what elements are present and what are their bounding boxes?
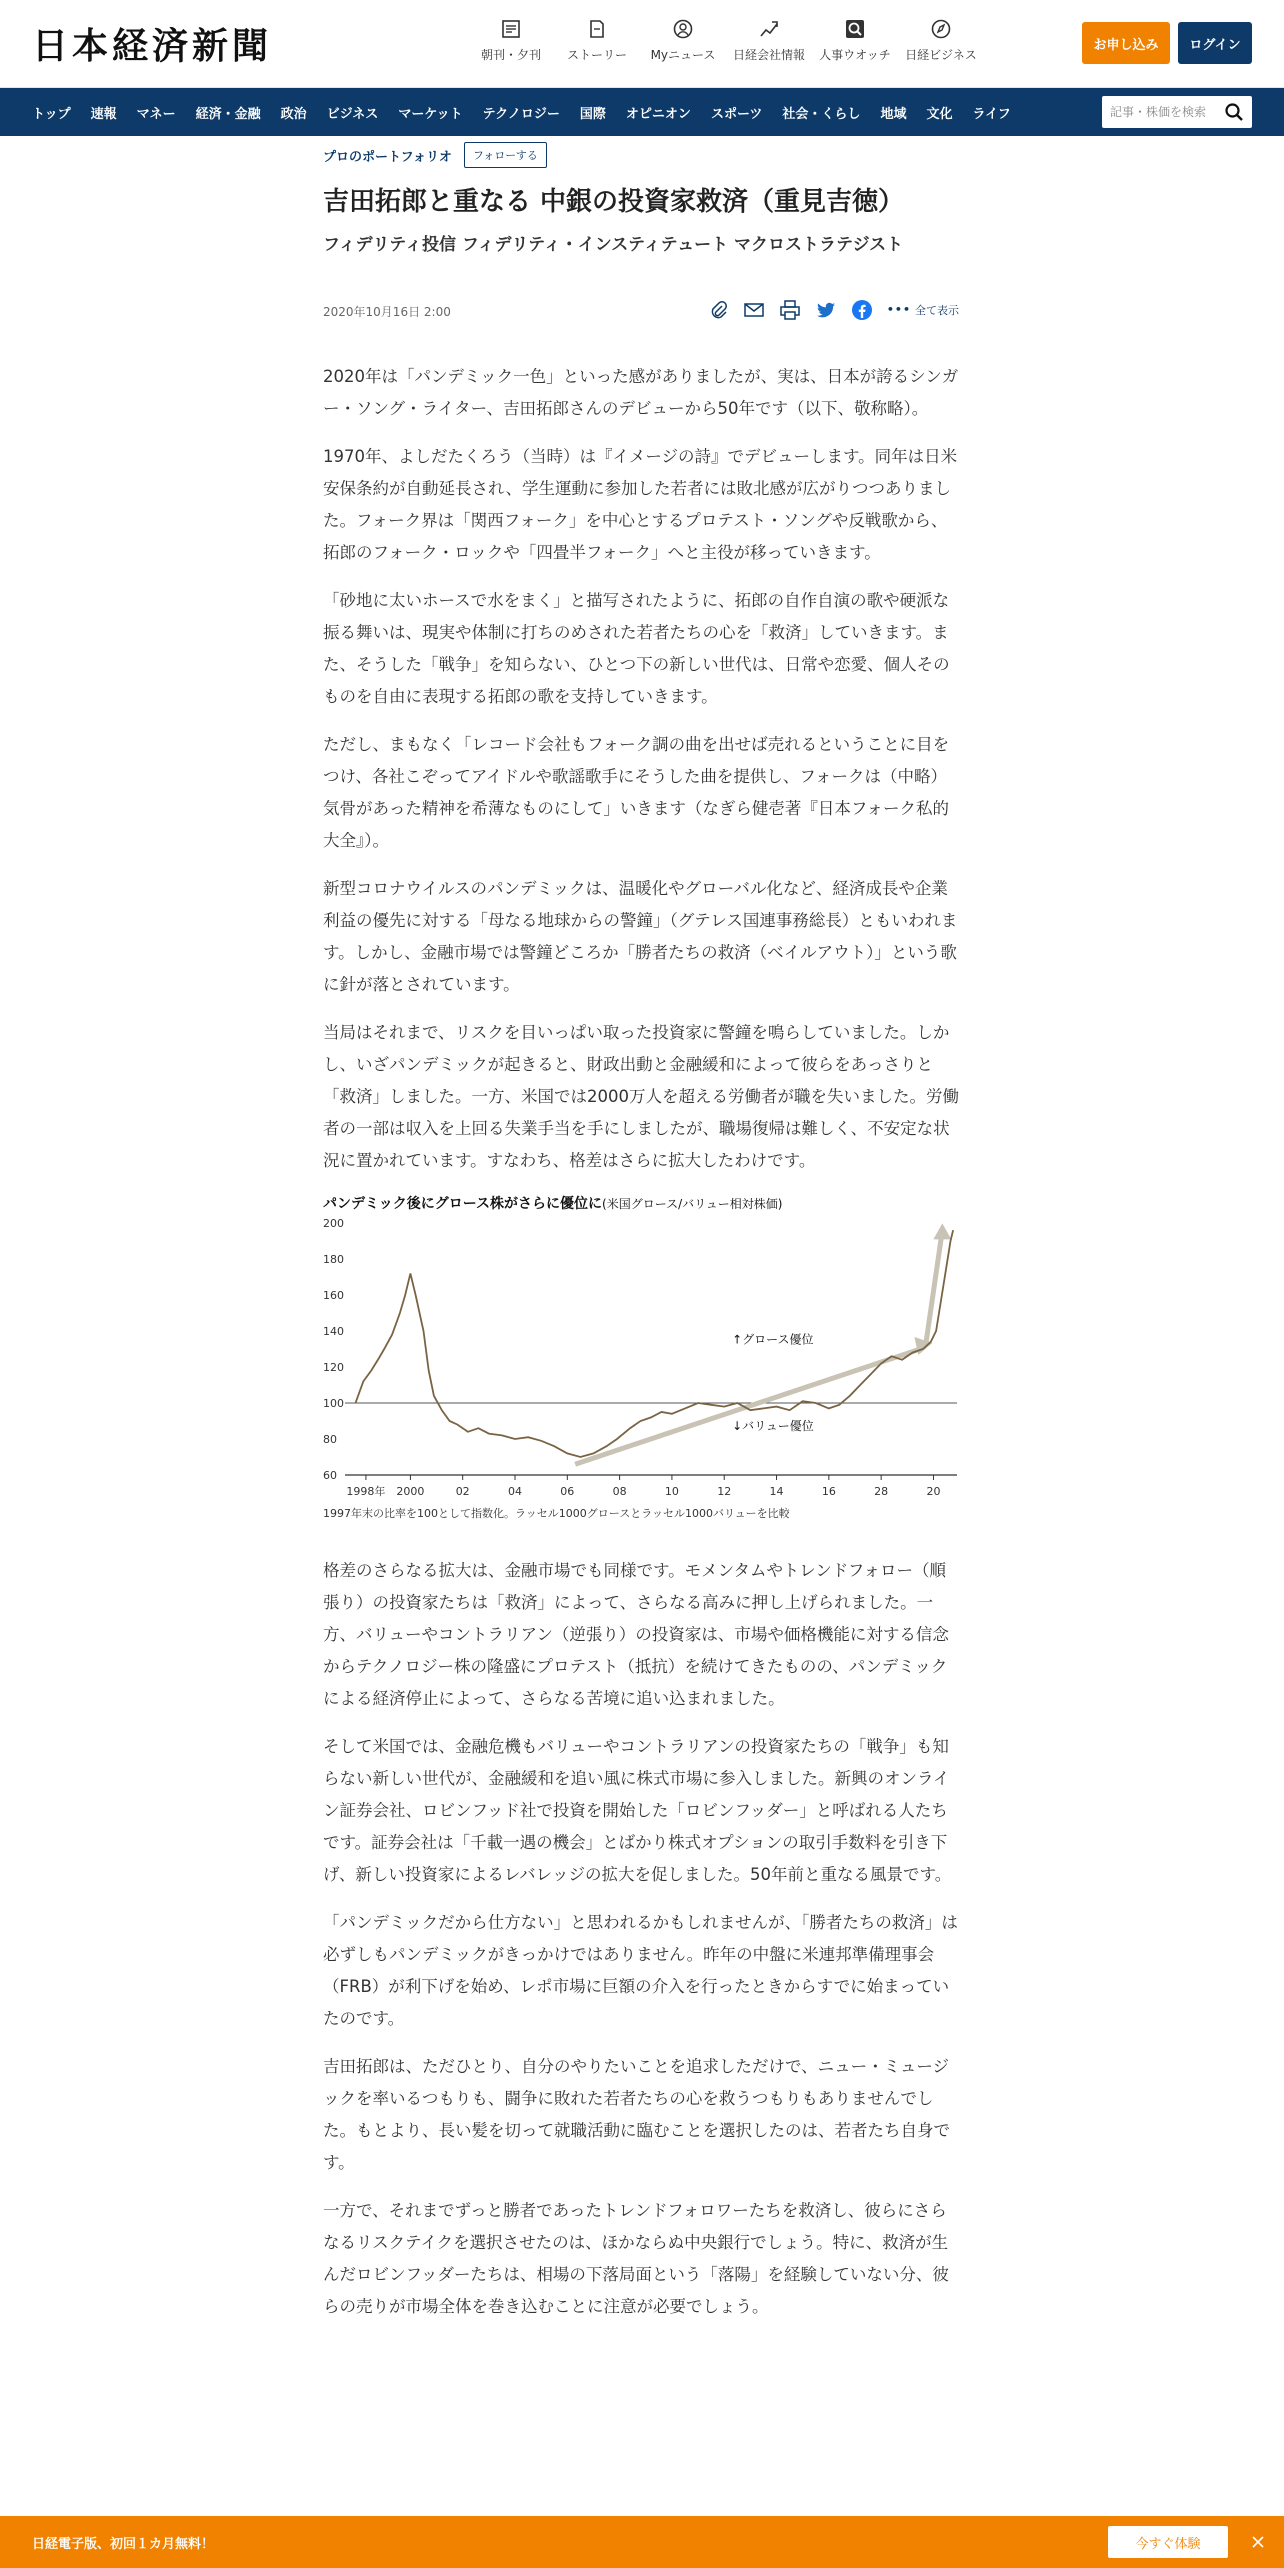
chart-note: 1997年末の比率を100として指数化。ラッセル1000グロースとラッセル1000バリューを比較 — [323, 1506, 790, 1520]
util-link-business[interactable] — [898, 18, 984, 63]
article-paragraph: 格差のさらなる拡大は、金融市場でも同様です。モメンタムやトレンドフォロー（順張り）の投資家たちは「救済」によって、さらなる高みに押し上げられました。一方、バリューやコントラリアン（逆張り）の投資家は、市場や価格機能に対する信念からテクノロジー株の隆盛にプロテスト（抵抗）を続けてきたものの、パンデミックによる経済停止によって、さらなる苦境に追い込まれました。 — [323, 1560, 949, 1708]
nav-item-region[interactable]: 地域 — [880, 106, 907, 122]
main-nav — [0, 88, 1284, 136]
x-tick-label: 08 — [612, 1484, 627, 1498]
article-paragraph: 吉田拓郎は、ただひとり、自分のやりたいことを追求しただけで、ニュー・ミュージックを率いるつもりも、闘争に敗れた若者たちの心を救うつもりもありませんでした。もとより、長い髪を切って就職活動に臨むことを選択したのは、若者たち自身です。 — [323, 2056, 950, 2172]
chart-title: パンデミック後にグロース株がさらに優位に — [323, 1195, 603, 1212]
show-all-share[interactable] — [887, 302, 959, 318]
y-tick-label: 160 — [323, 1288, 344, 1302]
x-tick-label: 14 — [769, 1484, 784, 1498]
article-paragraph: ただし、まもなく「レコード会社もフォーク調の曲を出せば売れるということに目をつけ、各社こぞってアイドルや歌謡歌手にそうした曲を提供し、フォークは（中略）気骨があった精神を希薄なものにして」いきます（なぎら健壱著『日本フォーク私的大全』）。 — [323, 734, 950, 850]
article-paragraph: 「パンデミックだから仕方ない」と思われるかもしれませんが、「勝者たちの救済」は必ずしもパンデミックがきっかけではありません。昨年の中盤に米連邦準備理事会（FRB）が利下げを始め、レポ市場に巨額の介入を行ったときからすでに始まっていたのです。 — [323, 1912, 958, 2028]
banner-text: 日経電子版、初回１カ月無料！ — [32, 2536, 215, 2552]
x-tick-label: 28 — [874, 1484, 889, 1498]
nav-item-sports[interactable]: スポーツ — [710, 106, 763, 122]
nav-item-technology[interactable]: テクノロジー — [482, 106, 560, 122]
nav-item-opinion[interactable]: オピニオン — [625, 106, 691, 122]
nav-item-economy[interactable]: 経済・金融 — [195, 106, 261, 122]
article-paragraph: 当局はそれまで、リスクを目いっぱい取った投資家に警鐘を鳴らしていました。しかし、いざパンデミックが起きると、財政出動と金融緩和によって彼らをあっさりと「救済」しました。一方、米国では2000万人を超える労働者が職を失いました。労働者の一部は収入を上回る失業手当を手にしましたが、職場復帰は難しく、不安定な状況に置かれています。すなわち、格差はさらに拡大したわけです。 — [323, 1022, 959, 1170]
x-tick-label: 06 — [560, 1484, 575, 1498]
compass-icon — [930, 18, 952, 40]
utility-links — [468, 18, 984, 63]
article — [323, 136, 959, 2339]
try-now-button[interactable]: 今すぐ体験 — [1108, 2526, 1228, 2558]
util-link-label: ストーリー — [566, 48, 627, 62]
author-affiliation: フィデリティ投信 フィデリティ・インスティテュート マクロストラテジスト — [323, 234, 904, 255]
story-icon — [586, 18, 608, 40]
util-link-label: Myニュース — [650, 48, 716, 62]
nav-item-politics[interactable]: 政治 — [280, 106, 307, 122]
facebook-icon[interactable] — [851, 299, 873, 321]
user-icon — [672, 18, 694, 40]
publish-date: 2020年10月16日 2:00 — [323, 305, 451, 320]
nav-item-business[interactable]: ビジネス — [326, 106, 379, 122]
surge-arrow-shaft — [926, 1237, 942, 1345]
nav-item-culture[interactable]: 文化 — [926, 106, 953, 122]
y-tick-label: 120 — [323, 1360, 344, 1374]
util-link-paper[interactable] — [468, 18, 554, 63]
series-name[interactable]: プロのポートフォリオ — [323, 149, 452, 165]
chart-icon — [758, 18, 780, 40]
nav-search-box — [1102, 96, 1252, 128]
util-link-company[interactable] — [726, 18, 812, 63]
article-body — [323, 361, 959, 2323]
x-tick-label: 20 — [926, 1484, 941, 1498]
series-row — [323, 136, 959, 174]
twitter-icon[interactable] — [815, 299, 837, 321]
clip-icon[interactable] — [707, 299, 729, 321]
show-all-label: 全て表示 — [915, 303, 959, 317]
x-tick-label: 02 — [455, 1484, 470, 1498]
article-paragraph: 2020年は「パンデミック一色」といった感がありましたが、実は、日本が誇るシンガー・ソング・ライター、吉田拓郎さんのデビューから50年です（以下、敬称略）。 — [323, 366, 959, 418]
nav-item-society[interactable]: 社会・くらし — [782, 106, 861, 122]
search-icon — [844, 18, 866, 40]
y-tick-label: 200 — [323, 1216, 344, 1230]
nav-item-breaking[interactable]: 速報 — [90, 106, 117, 122]
article-paragraph: 1970年、よしだたくろう（当時）は『イメージの詩』でデビューします。同年は日米安保条約が自動延長され、学生運動に参加した若者には敗北感が広がりつつありました。フォーク界は「関西フォーク」を中心とするプロテスト・ソングや反戦歌から、拓郎のフォーク・ロックや「四畳半フォーク」へと主役が移っていきます。 — [323, 446, 958, 562]
util-link-mynews[interactable] — [640, 18, 726, 63]
util-link-label: 日経会社情報 — [732, 48, 805, 62]
more-icon: ••• — [886, 303, 911, 317]
surge-arrow-head — [933, 1223, 951, 1239]
subscribe-button[interactable]: お申し込み — [1082, 22, 1170, 64]
chart-subtitle: (米国グロース/バリュー相対株価) — [602, 1196, 783, 1211]
util-link-jinji[interactable] — [812, 18, 898, 63]
newspaper-icon — [500, 18, 522, 40]
search-input[interactable] — [1110, 105, 1220, 119]
share-toolbar — [707, 299, 959, 321]
y-tick-label: 60 — [323, 1468, 337, 1482]
y-tick-label: 80 — [323, 1432, 337, 1446]
y-tick-label: 100 — [323, 1396, 344, 1410]
chart-figure — [323, 1193, 959, 1521]
growth-value-ratio-line — [356, 1230, 954, 1457]
x-tick-label: 2000 — [396, 1484, 425, 1498]
login-button[interactable]: ログイン — [1178, 22, 1252, 64]
x-tick-label: 16 — [821, 1484, 836, 1498]
nav-item-money[interactable]: マネー — [136, 106, 176, 122]
article-paragraph: 「砂地に太いホースで水をまく」と描写されたように、拓郎の自作自演の歌や硬派な振る舞いは、現実や体制に打ちのめされた若者たちの心を「救済」していきます。また、そうした「戦争」を知らない、ひとつ下の新しい世代は、日常や恋愛、個人そのものを自由に表現する拓郎の歌を支持していきます。 — [323, 590, 950, 706]
util-link-story[interactable] — [554, 18, 640, 63]
nav-item-life[interactable]: ライフ — [972, 106, 1011, 122]
chart-title-row — [323, 1193, 959, 1213]
search-icon[interactable] — [1224, 102, 1244, 122]
site-logo[interactable]: 日本経済新聞 — [32, 25, 273, 67]
mail-icon[interactable] — [743, 299, 765, 321]
article-paragraph: そして米国では、金融危機もバリューやコントラリアンの投資家たちの「戦争」も知らない新しい世代が、金融緩和を追い風に株式市場に参入しました。新興のオンライン証券会社、ロビンフッド社で投資を開始した「ロビンフッダー」と呼ばれる人たちです。証券会社は「千載一遇の機会」とばかり株式オプションの取引手数料を引き下げ、新しい投資家によるレバレッジの拡大を促しました。50年前と重なる風景です。 — [323, 1736, 952, 1884]
meta-row — [323, 297, 959, 327]
x-tick-label: 04 — [508, 1484, 522, 1498]
relative-price-chart — [323, 1213, 959, 1503]
x-tick-label: 1998年 — [346, 1484, 386, 1498]
nav-item-top[interactable]: トップ — [32, 106, 71, 122]
article-paragraph: 新型コロナウイルスのパンデミックは、温暖化やグローバル化など、経済成長や企業利益の優先に対する「母なる地球からの警鐘」（グテレス国連事務総長）ともいわれます。しかし、金融市場では警鐘どころか「勝者たちの救済（ベイルアウト）」という歌に針が落とされています。 — [323, 878, 958, 994]
util-link-label: 日経ビジネス — [905, 48, 977, 62]
top-header — [0, 0, 1284, 88]
y-tick-label: 180 — [323, 1252, 344, 1266]
nav-item-market[interactable]: マーケット — [398, 106, 463, 122]
util-link-label: 朝刊・夕刊 — [480, 48, 541, 62]
follow-button[interactable]: フォローする — [464, 142, 547, 168]
x-tick-label: 12 — [717, 1484, 732, 1498]
annotation-growth: ↑グロース優位 — [732, 1332, 814, 1347]
close-icon[interactable] — [1246, 2530, 1270, 2554]
annotation-value: ↓バリュー優位 — [732, 1418, 814, 1433]
util-link-label: 人事ウオッチ — [819, 48, 891, 62]
nav-item-international[interactable]: 国際 — [579, 106, 606, 122]
trend-arrow-shaft — [575, 1349, 920, 1464]
y-tick-label: 140 — [323, 1324, 344, 1338]
article-title: 吉田拓郎と重なる 中銀の投資家救済（重見吉徳） — [323, 187, 905, 217]
subscription-banner — [0, 2516, 1284, 2568]
x-tick-label: 10 — [664, 1484, 679, 1498]
article-paragraph: 一方で、それまでずっと勝者であったトレンドフォロワーたちを救済し、彼らにさらなるリスクテイクを選択させたのは、ほかならぬ中央銀行でしょう。特に、救済が生んだロビンフッダーたちは、相場の下落局面という「落陽」を経験していない分、彼らの売りが市場全体を巻き込むことに注意が必要でしょう。 — [323, 2200, 949, 2316]
print-icon[interactable] — [779, 299, 801, 321]
